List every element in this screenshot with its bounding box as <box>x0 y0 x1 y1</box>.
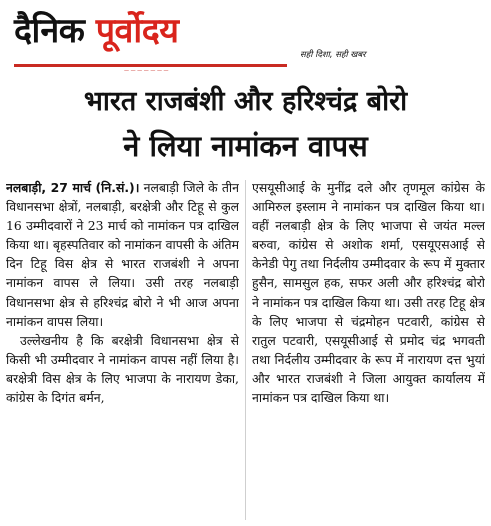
article-paragraph: एसयूसीआई के मुनींद्र दले और तृणमूल कांग्रेस के आमिरुल इस्लाम ने नामांकन पत्र दाखिल किया था। वहीं नलबाड़ी क्षेत्र के लिए भाजपा से जयंत मल्ल बरुवा, कांग्रेस से अशोक शर्मा, एसयूएसआई से केनेडी पेगु तथा निर्दलीय उम्मीदवार के रूप में मुक्तार हुसैन, सामसुल हक, सफर अली और हरिश्चंद्र बोरो ने नामांकन पत्र दाखिल किया था। उसी तरह टिहू क्षेत्र के लिए भाजपा से चंद्रमोहन पटवारी, कांग्रेस से रातुल पटवारी, एसयूसीआई से प्रमोद चंद्र भगवती तथा निर्दलीय उम्मीदवार के रूप में नारायण दत्त भुयां और भारत राजबंशी ने जिला आयुक्त कार्यालय में नामांकन पत्र दाखिल किया था। <box>252 180 485 406</box>
headline-line-2: ने लिया नामांकन वापस <box>123 129 368 163</box>
article-headline <box>0 80 491 168</box>
article-column-left <box>6 178 239 524</box>
newspaper-title <box>14 6 178 52</box>
paragraph-text: नलबाड़ी जिले के तीन विधानसभा क्षेत्रों, नलबाड़ी, बरक्षेत्री और टिहू से कुल 16 उम्मीदवारों ने 23 मार्च को नामांकन पत्र दाखिल किया था। बृहस्पतिवार को नामांकन वापसी के अंतिम दिन टिहू विस क्षेत्र से भारत राजबंशी ने अपना नामांकन वापस ले लिया। उसी तरह नलबाड़ी विधानसभा क्षेत्र से हरिश्चंद्र बोरो ने भी आज अपना नामांकन वापस लिया। <box>6 180 239 329</box>
newspaper-tagline: सही दिशा, सही खबर <box>300 50 366 60</box>
masthead <box>0 0 491 78</box>
column-divider <box>245 180 246 520</box>
headline-line-1: भारत राजबंशी और हरिश्चंद्र बोरो <box>83 86 408 117</box>
article-paragraph <box>6 178 239 331</box>
dateline: नलबाड़ी, 27 मार्च (नि.सं.)। <box>6 180 140 195</box>
masthead-rule <box>14 64 287 67</box>
article-paragraph: उल्लेखनीय है कि बरक्षेत्री विधानसभा क्षेत्र से किसी भी उम्मीदवार ने नामांकन वापस नहीं लिया है। बरक्षेत्री विस क्षेत्र के लिए भाजपा के नारायण डेका, कांग्रेस के दिगंत बर्मन, <box>6 332 239 406</box>
title-part-black: दैनिक <box>14 11 96 51</box>
masthead-micro-text: — — — — — — — <box>124 68 169 74</box>
title-part-red: पूर्वोदय <box>95 11 179 51</box>
article-column-right <box>252 178 485 524</box>
